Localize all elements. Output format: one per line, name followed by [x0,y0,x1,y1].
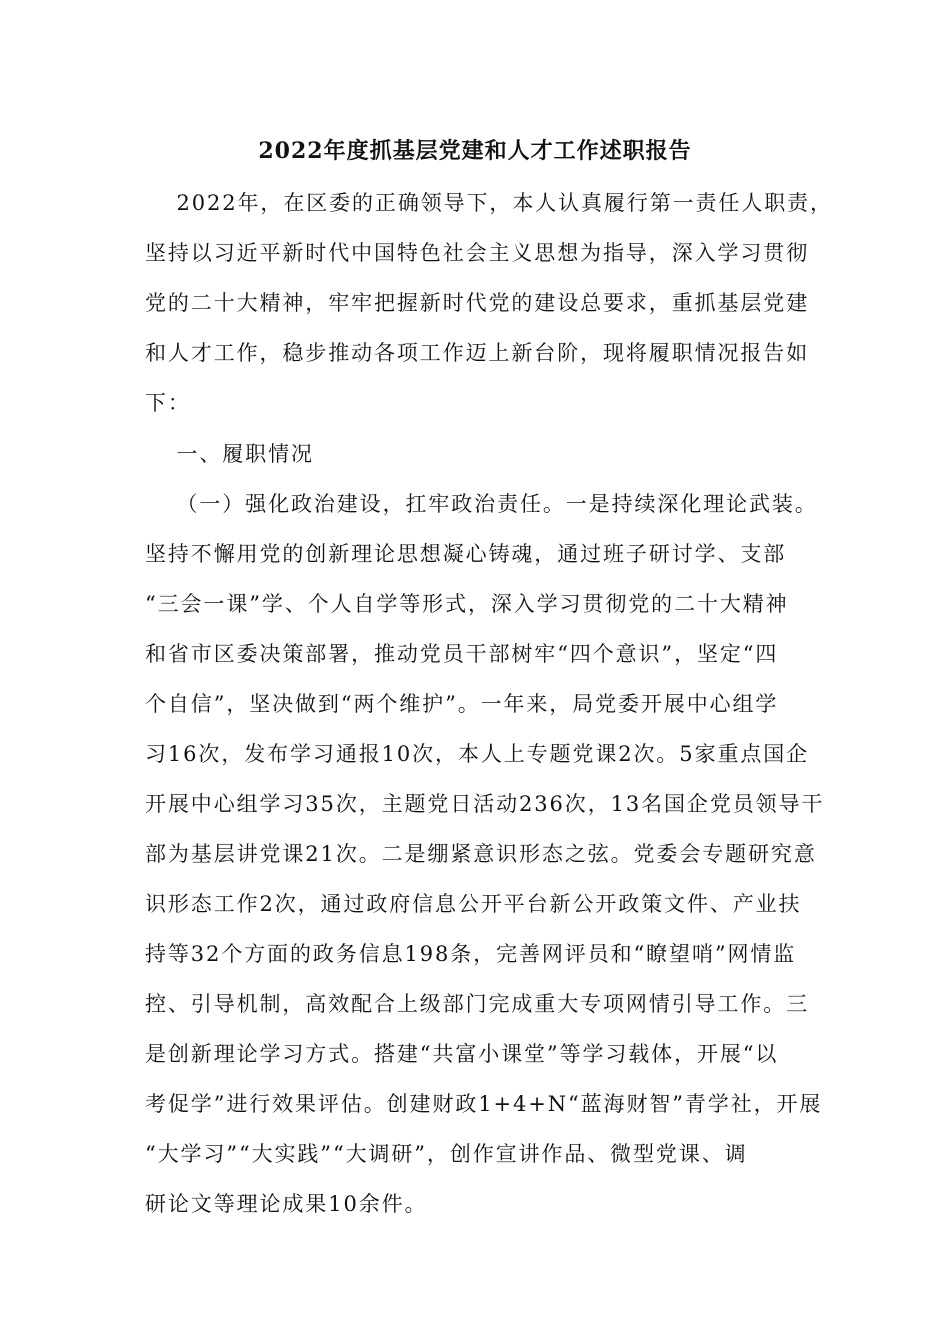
body-line: 党的二十大精神，牢牢把握新时代党的建设总要求，重抓基层党建 [145,291,810,315]
body-line: 2022年，在区委的正确领导下，本人认真履行第一责任人职责， [145,191,833,215]
body-line: 识形态工作2次，通过政府信息公开平台新公开政策文件、产业扶 [145,892,802,916]
body-line: 和省市区委决策部署，推动党员干部树牢“四个意识”，坚定“四 [145,642,779,666]
body-line: 下： [145,391,191,415]
body-line: 习16次，发布学习通报10次，本人上专题党课2次。5家重点国企 [145,742,810,766]
body-line: 研论文等理论成果10余件。 [145,1192,428,1216]
body-line: 部为基层讲党课21次。二是绷紧意识形态之弦。党委会专题研究意 [145,842,817,866]
body-line: 坚持以习近平新时代中国特色社会主义思想为指导，深入学习贯彻 [145,241,810,265]
body-line: 持等32个方面的政务信息198条，完善网评员和“瞭望哨”网情监 [145,942,797,966]
body-line: 开展中心组学习35次，主题党日活动236次，13名国企党员领导干 [145,792,825,816]
body-line: 坚持不懈用党的创新理论思想凝心铸魂，通过班子研讨学、支部 [145,542,787,566]
body-line: “三会一课”学、个人自学等形式，深入学习贯彻党的二十大精神 [145,592,789,616]
body-line: （一）强化政治建设，扛牢政治责任。一是持续深化理论武装。 [145,492,818,516]
body-line: 和人才工作，稳步推动各项工作迈上新台阶，现将履职情况报告如 [145,341,810,365]
body-line: 个自信”，坚决做到“两个维护”。一年来，局党委开展中心组学 [145,692,779,716]
body-line: 考促学”进行效果评估。创建财政1+4+N“蓝海财智”青学社，开展 [145,1092,823,1116]
body-line: 是创新理论学习方式。搭建“共富小课堂”等学习载体，开展“以 [145,1042,779,1066]
document-title: 2022年度抓基层党建和人才工作述职报告 [258,138,692,164]
section-heading: 一、履职情况 [145,442,314,466]
body-line: 控、引导机制，高效配合上级部门完成重大专项网情引导工作。三 [145,992,810,1016]
body-line: “大学习”“大实践”“大调研”，创作宣讲作品、微型党课、调 [145,1142,748,1166]
